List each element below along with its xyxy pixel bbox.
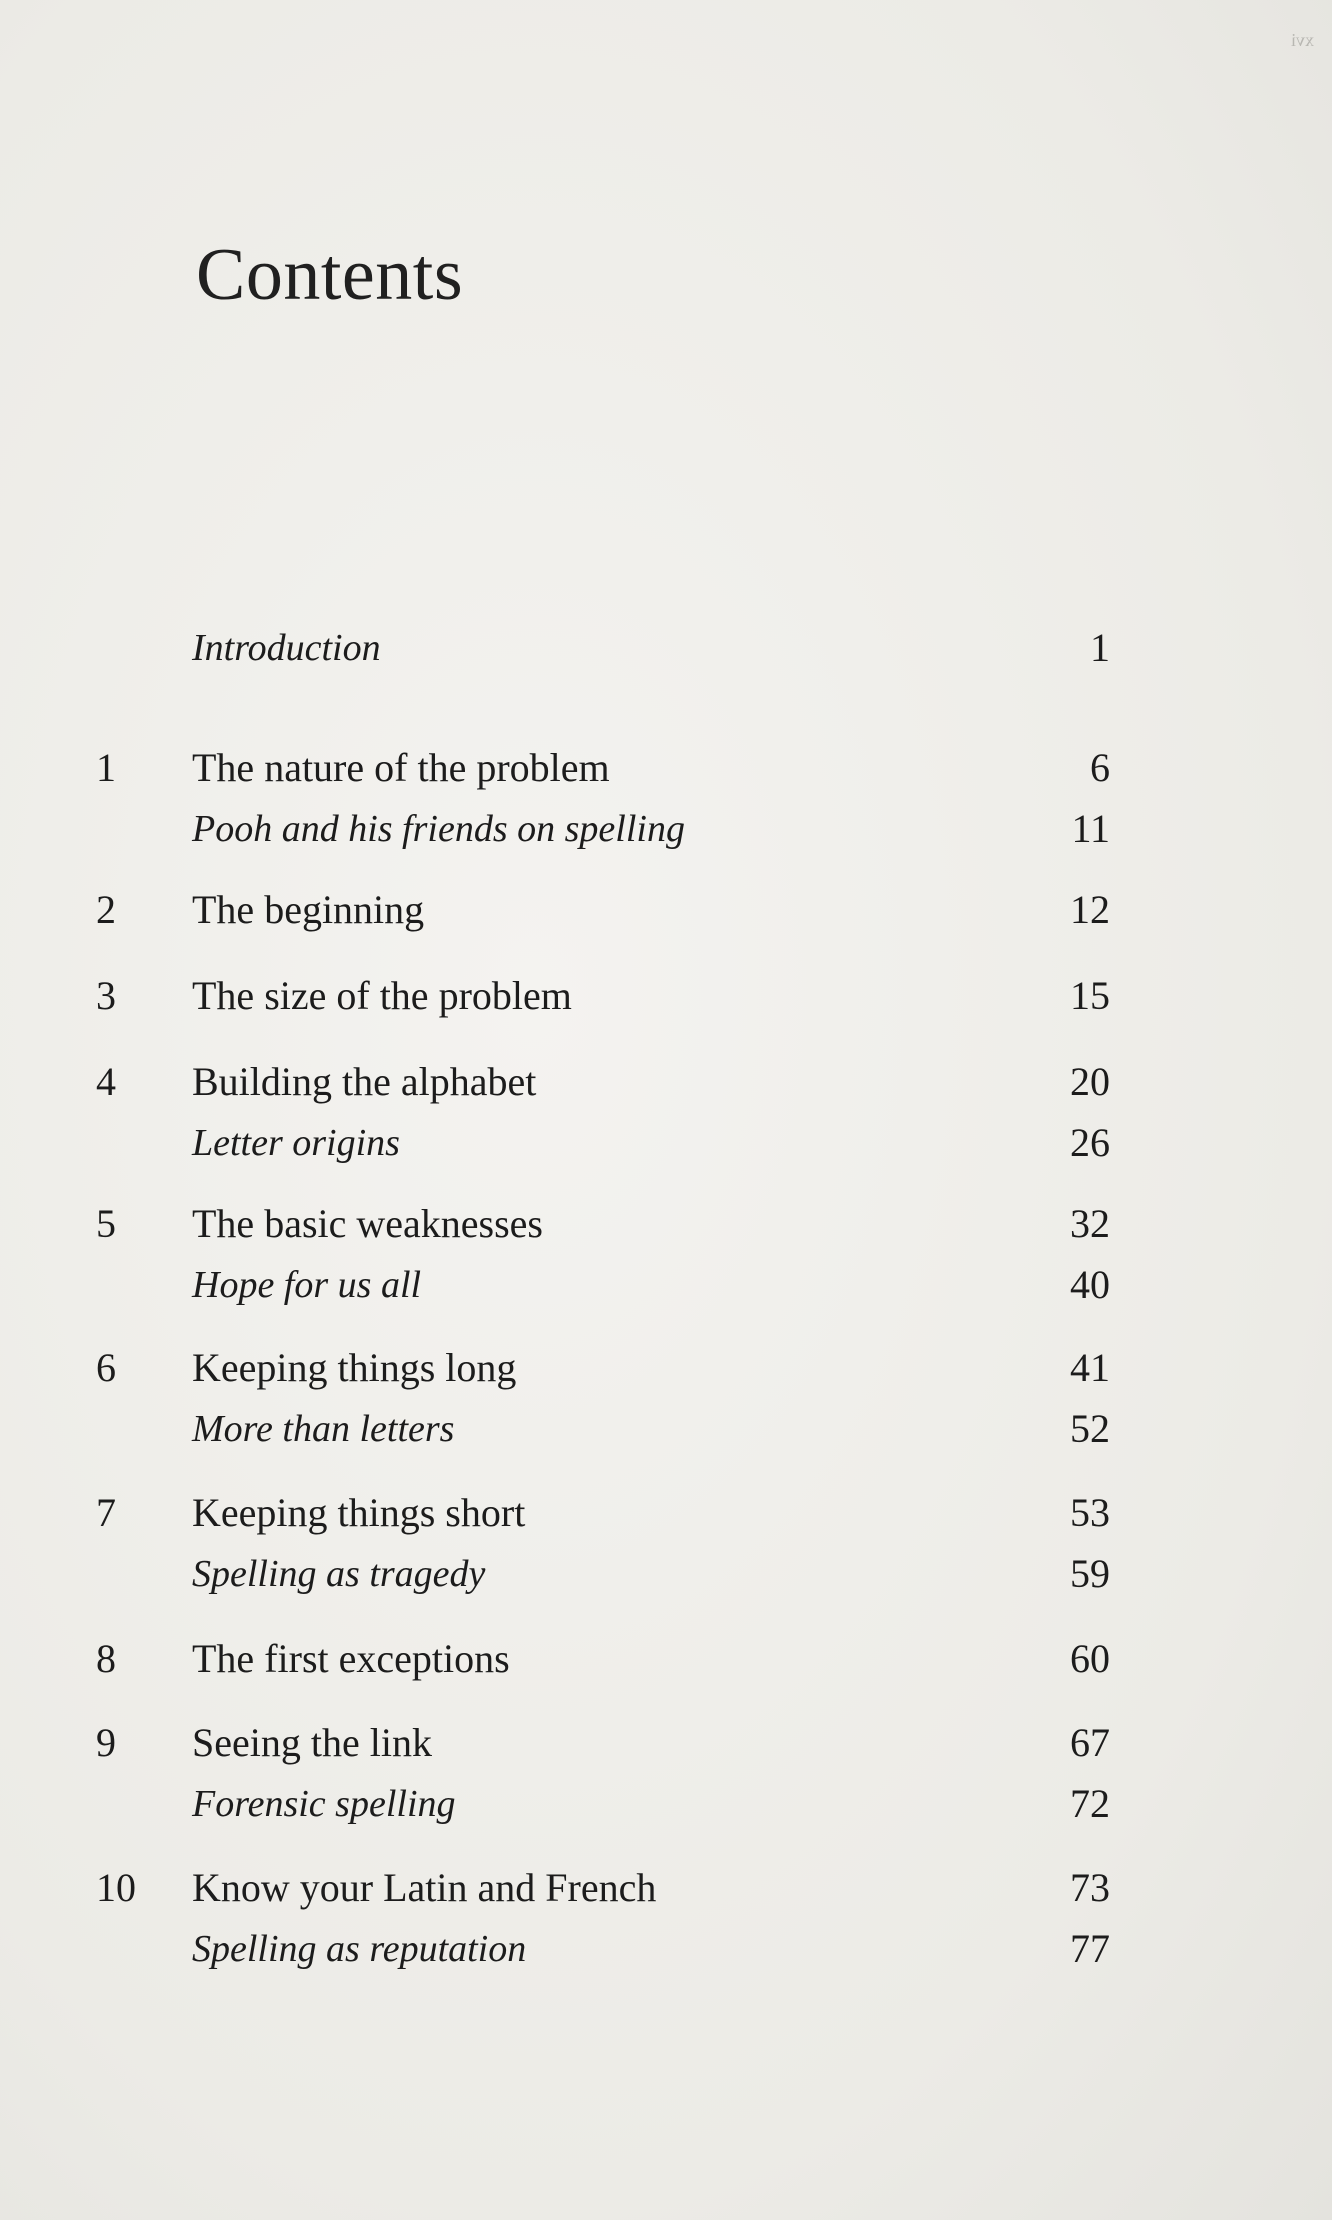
- chapter-number: 3: [96, 973, 116, 1018]
- page-number: 20: [1070, 1059, 1110, 1104]
- page-number: 15: [1070, 973, 1110, 1018]
- entry-title: The nature of the problem: [192, 745, 610, 790]
- toc-entry-interlude[interactable]: [0, 1776, 1332, 1832]
- toc-entry-chapter-2[interactable]: [0, 882, 1332, 938]
- page-number: 32: [1070, 1201, 1110, 1246]
- toc-entry-interlude[interactable]: [0, 1115, 1332, 1171]
- chapter-number: 5: [96, 1201, 116, 1246]
- chapter-number: 1: [96, 745, 116, 790]
- entry-title: The beginning: [192, 887, 425, 932]
- page-number: 41: [1070, 1345, 1110, 1390]
- entry-title: Hope for us all: [192, 1264, 422, 1306]
- chapter-number: 9: [96, 1720, 116, 1765]
- entry-title: Spelling as reputation: [192, 1928, 527, 1970]
- page-number: 52: [1070, 1406, 1110, 1451]
- toc-entry-chapter-3[interactable]: [0, 968, 1332, 1024]
- toc-entry-chapter-5[interactable]: [0, 1196, 1332, 1252]
- entry-title: Letter origins: [192, 1122, 400, 1164]
- entry-title: Introduction: [192, 627, 381, 669]
- chapter-number: 6: [96, 1345, 116, 1390]
- toc-entry-chapter-4[interactable]: [0, 1054, 1332, 1110]
- page-number: 73: [1070, 1865, 1110, 1910]
- entry-title: Seeing the link: [192, 1720, 432, 1765]
- toc-entry-interlude[interactable]: [0, 1257, 1332, 1313]
- toc-entry-chapter-10[interactable]: [0, 1860, 1332, 1916]
- page-number: 11: [1071, 806, 1110, 851]
- entry-title: Pooh and his friends on spelling: [192, 808, 685, 850]
- entry-title: Spelling as tragedy: [192, 1553, 486, 1595]
- toc-entry-interlude[interactable]: [0, 1921, 1332, 1977]
- entry-title: Keeping things short: [192, 1490, 526, 1535]
- page-number: 77: [1070, 1926, 1110, 1971]
- page-number: 1: [1090, 625, 1110, 670]
- chapter-number: 8: [96, 1636, 116, 1681]
- chapter-number: 4: [96, 1059, 116, 1104]
- page-number: 40: [1070, 1262, 1110, 1307]
- page-number: 12: [1070, 887, 1110, 932]
- page-number: 60: [1070, 1636, 1110, 1681]
- toc-entry-chapter-9[interactable]: [0, 1715, 1332, 1771]
- page-number: 72: [1070, 1781, 1110, 1826]
- page-number: 26: [1070, 1120, 1110, 1165]
- toc-entry-chapter-1[interactable]: [0, 740, 1332, 796]
- toc-entry-interlude[interactable]: [0, 801, 1332, 857]
- toc-entry-chapter-7[interactable]: [0, 1485, 1332, 1541]
- page-corner-mark: xvi: [1290, 30, 1314, 50]
- entry-title: The first exceptions: [192, 1636, 510, 1681]
- page-number: 59: [1070, 1551, 1110, 1596]
- toc-entry-chapter-8[interactable]: [0, 1631, 1332, 1687]
- contents-heading: Contents: [196, 234, 464, 316]
- entry-title: More than letters: [192, 1408, 455, 1450]
- page-number: 67: [1070, 1720, 1110, 1765]
- page-number: 6: [1090, 745, 1110, 790]
- entry-title: Building the alphabet: [192, 1059, 537, 1104]
- toc-entry-interlude[interactable]: [0, 1546, 1332, 1602]
- toc-entry-introduction[interactable]: [0, 620, 1332, 676]
- entry-title: The basic weaknesses: [192, 1201, 543, 1246]
- chapter-number: 7: [96, 1490, 116, 1535]
- toc-entry-chapter-6[interactable]: [0, 1340, 1332, 1396]
- chapter-number: 2: [96, 887, 116, 932]
- toc-entry-interlude[interactable]: [0, 1401, 1332, 1457]
- entry-title: Forensic spelling: [192, 1783, 456, 1825]
- chapter-number: 10: [96, 1865, 136, 1910]
- page-number: 53: [1070, 1490, 1110, 1535]
- entry-title: Know your Latin and French: [192, 1865, 657, 1910]
- entry-title: Keeping things long: [192, 1345, 517, 1390]
- entry-title: The size of the problem: [192, 973, 572, 1018]
